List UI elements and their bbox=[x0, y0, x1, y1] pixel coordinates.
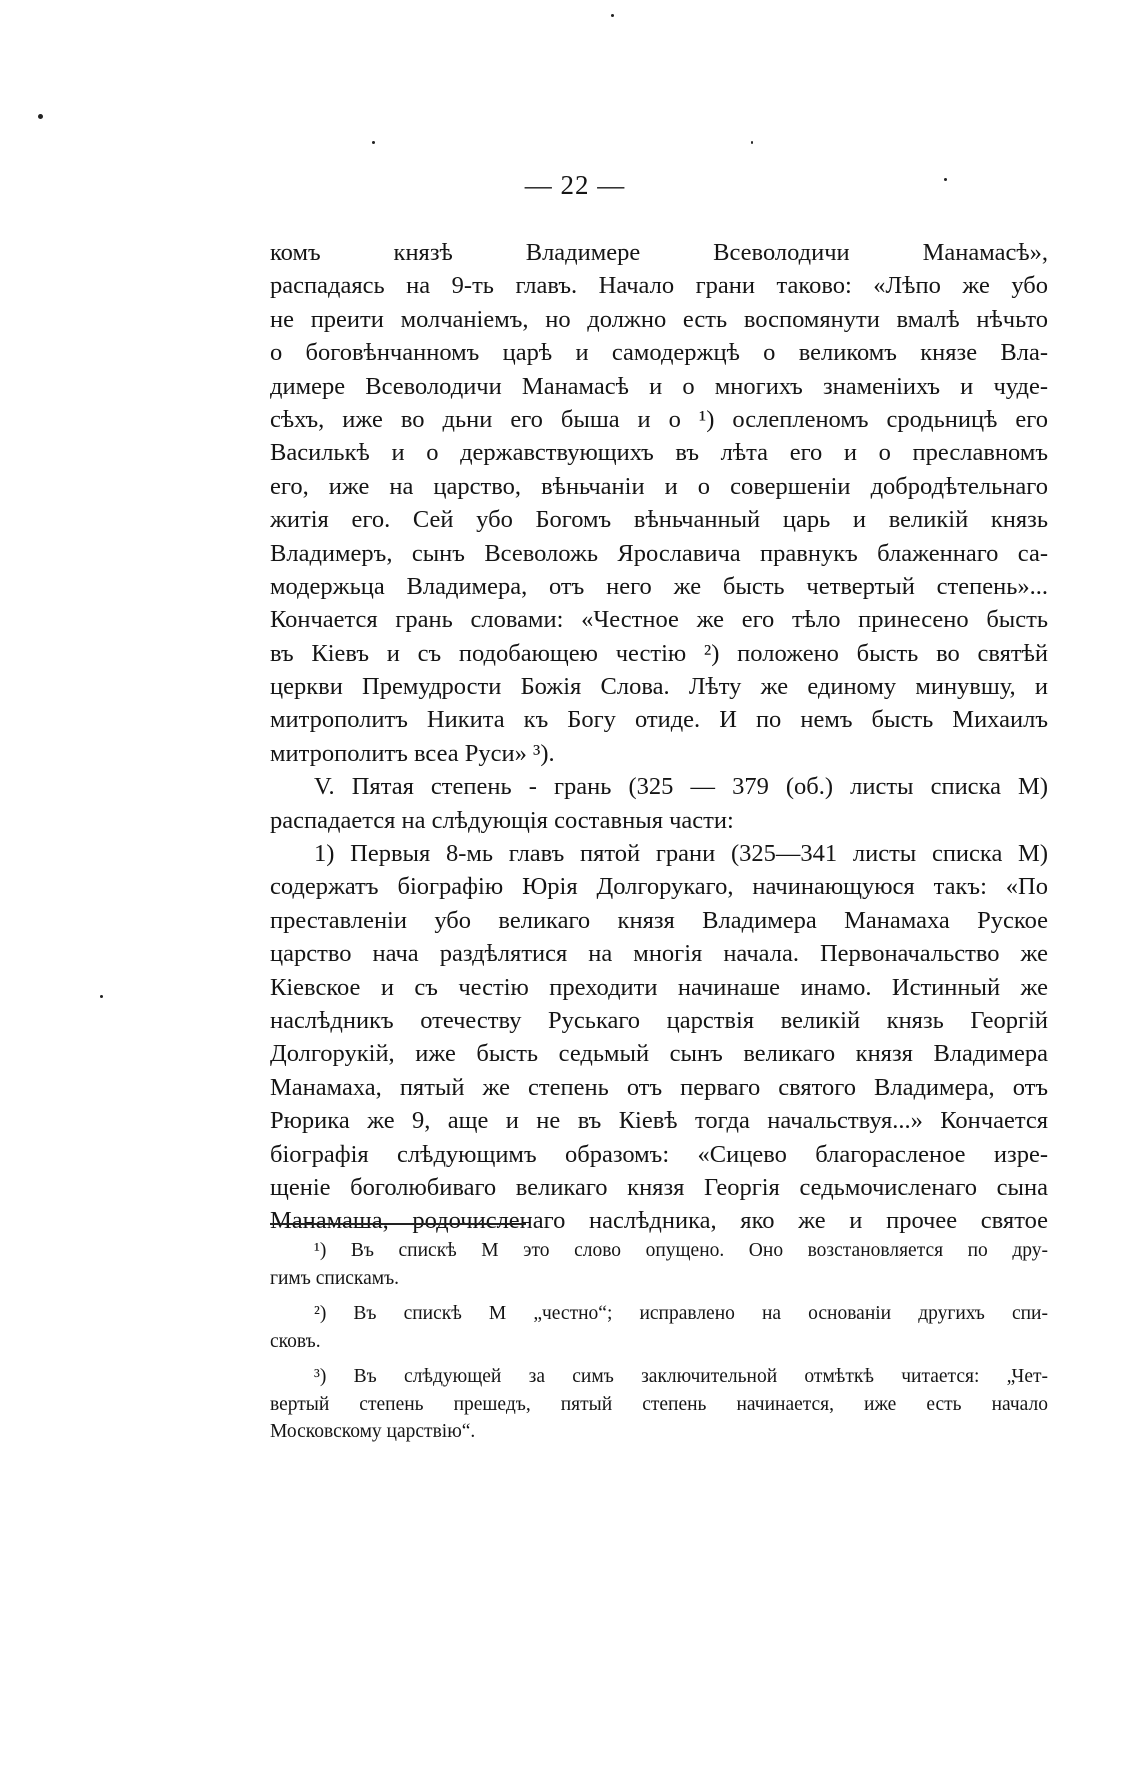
section-heading-line: V. Пятая степень - грань (325 — 379 (об.) листы списка М) bbox=[314, 773, 1048, 801]
text-line: преставленіи убо великаго князя Владимера Манамаха Руское bbox=[270, 906, 1048, 934]
footnote-line: гимъ спискамъ. bbox=[270, 1267, 400, 1289]
text-line: распадается на слѣдующія составныя части: bbox=[270, 806, 734, 834]
text-line: митрополитъ Никита къ Богу отиде. И по немъ бысть Михаилъ bbox=[270, 706, 1048, 734]
footnote-line: ¹) Въ спискѣ М это слово опущено. Оно возстановляется по дру- bbox=[314, 1240, 1048, 1261]
footnote-2 bbox=[270, 1300, 1048, 1355]
text-line: царство нача раздѣлятися на многія начала. Первоначальство же bbox=[270, 940, 1048, 968]
text-line: распадаясь на 9-ть главъ. Начало грани таково: «Лѣпо же убо bbox=[270, 272, 1048, 300]
text-line: его, иже на царство, вѣньчаніи и о совершеніи добродѣтельнаго bbox=[270, 472, 1048, 500]
text-line: наслѣдникъ отечеству Руськаго царствія великій князь Георгій bbox=[270, 1006, 1048, 1034]
text-line: димере Всеволодичи Манамасѣ и о многихъ знаменіихъ и чуде- bbox=[270, 372, 1048, 400]
footnote-3 bbox=[270, 1363, 1048, 1446]
footnote-line: сковъ. bbox=[270, 1330, 321, 1352]
text-line: Рюрика же 9, аще и не въ Кіевѣ тогда начальствуя...» Кончается bbox=[270, 1107, 1048, 1135]
text-line: щеніе боголюбиваго великаго князя Георгія седьмочисленаго сына bbox=[270, 1173, 1048, 1201]
text-line: о боговѣнчанномъ царѣ и самодержцѣ о великомъ князе Вла- bbox=[270, 339, 1048, 367]
page-number: — 22 — bbox=[524, 170, 626, 200]
scan-speck bbox=[100, 995, 103, 998]
footnotes bbox=[270, 1237, 1048, 1446]
text-line: 1) Первыя 8-мь главъ пятой грани (325—341 листы списка М) bbox=[314, 840, 1048, 868]
scan-speck bbox=[38, 114, 43, 119]
footnote-divider bbox=[270, 1223, 526, 1225]
text-line: Владимеръ, сынъ Всеволожь Ярославича правнукъ блаженнаго са- bbox=[270, 539, 1048, 567]
text-line: Василькѣ и о державствующихъ въ лѣта его и о преславномъ bbox=[270, 439, 1048, 467]
text-line: Манамаха, пятый же степень отъ перваго святого Владимера, отъ bbox=[270, 1073, 1048, 1101]
text-line: не преити молчаніемъ, но должно есть воспомянути вмалѣ нѣчьто bbox=[270, 305, 1048, 333]
text-line: Кіевское и съ честію преходити начинаше инамо. Истинный же bbox=[270, 973, 1048, 1001]
scan-speck bbox=[372, 141, 375, 144]
text-line: сѣхъ, иже во дьни его быша и о ¹) ослепленомъ сродьницѣ его bbox=[270, 405, 1048, 433]
text-line: Кончается грань словами: «Честное же его тѣло принесено бысть bbox=[270, 606, 1048, 634]
text-line: церкви Премудрости Божія Слова. Лѣту же единому минувшу, и bbox=[270, 673, 1048, 701]
text-line: митрополитъ всеа Руси» ³). bbox=[270, 739, 555, 767]
footnote-line: Московскому царствію“. bbox=[270, 1421, 476, 1442]
text-line: комъ князѣ Владимере Всеволодичи Манамасѣ», bbox=[270, 239, 1048, 266]
text-line: въ Кіевъ и съ подобающею честію ²) положено бысть во святѣй bbox=[270, 639, 1048, 667]
footnote-line: ²) Въ спискѣ М „честно“; исправлено на основаніи другихъ спи- bbox=[314, 1303, 1048, 1324]
scan-speck bbox=[751, 141, 753, 144]
text-line: Манамаша, родочисленаго наслѣдника, яко же и прочее святое bbox=[270, 1207, 1048, 1235]
text-line: житія его. Сей убо Богомъ вѣньчанный царь и великій князь bbox=[270, 506, 1048, 534]
footnote-1 bbox=[270, 1237, 1048, 1292]
text-line: Долгорукій, иже бысть седьмый сынъ великаго князя Владимера bbox=[270, 1040, 1048, 1068]
text-line: модержьца Владимера, отъ него же бысть четвертый степень»... bbox=[270, 572, 1048, 600]
text-line: біографія слѣдующимъ образомъ: «Сицево благорасленое изре- bbox=[270, 1140, 1048, 1168]
footnote-line: ³) Въ слѣдующей за симъ заключительной отмѣткѣ читается: „Чет- bbox=[314, 1366, 1048, 1387]
footnote-line: вертый степень прешедъ, пятый степень начинается, иже есть начало bbox=[270, 1393, 1048, 1415]
scan-speck bbox=[611, 14, 614, 17]
text-line: содержатъ біографію Юрія Долгорукаго, начинающуюся такъ: «По bbox=[270, 873, 1048, 901]
body-text bbox=[270, 236, 1048, 1238]
